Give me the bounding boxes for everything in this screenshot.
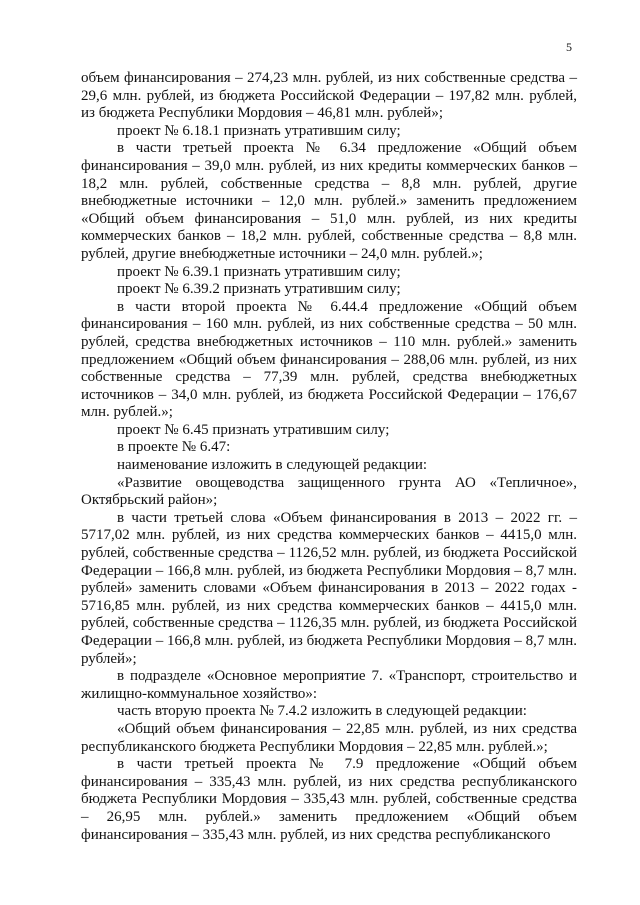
paragraph: в части третьей проекта № 6.34 предложение «Общий объем финансирования – 39,0 млн. рублей, из них кредиты коммерческих банков – 18,2 млн. рублей, собственные средства – 8,8 млн. рублей, другие внебюджетные источники – 12,0 млн. рублей.» заменить предложением «Общий объем финансирования – 51,0 млн. рублей, из них кредиты коммерческих банков – 18,2 млн. рублей, собственные средства – 8,8 млн. рублей, другие внебюджетные источники – 24,0 млн. рублей.»; <box>81 140 577 262</box>
paragraph: в подразделе «Основное мероприятие 7. «Транспорт, строительство и жилищно-коммунальное хозяйство»: <box>81 668 577 702</box>
document-body <box>81 70 577 844</box>
page-number: 5 <box>566 40 572 54</box>
paragraph: в части второй проекта № 6.44.4 предложение «Общий объем финансирования – 160 млн. рублей, из них собственные средства – 50 млн. рублей, средства внебюджетных источников – 110 млн. рублей.» заменить предложением «Общий объем финансирования – 288,06 млн. рублей, из них собственные средства – 77,39 млн. рублей, средства внебюджетных источников – 34,0 млн. рублей, из бюджета Российской Федерации – 176,67 млн. рублей.»; <box>81 298 577 421</box>
paragraph: объем финансирования – 274,23 млн. рублей, из них собственные средства – 29,6 млн. рублей, из бюджета Российской Федерации – 197,82 млн. рублей, из бюджета Республики Мордовия – 46,81 млн. рублей»; <box>81 70 577 122</box>
paragraph: «Общий объем финансирования – 22,85 млн. рублей, из них средства республиканского бюджета Республики Мордовия – 22,85 млн. рублей.»; <box>81 720 577 755</box>
paragraph: проект № 6.45 признать утратившим силу; <box>117 421 390 438</box>
paragraph: часть вторую проекта № 7.4.2 изложить в следующей редакции: <box>117 703 527 720</box>
paragraph: проект № 6.18.1 признать утратившим силу; <box>117 122 401 139</box>
paragraph: в части третьей слова «Объем финансирования в 2013 – 2022 гг. – 5717,02 млн. рублей, из них средства коммерческих банков – 4415,0 млн. рублей, собственные средства – 1126,52 млн. рублей, из бюджета Российской Федерации – 166,8 млн. рублей, из бюджета Республики Мордовия – 8,7 млн. рублей» заменить словами «Объем финансирования в 2013 – 2022 годах - 5716,85 млн. рублей, из них средства коммерческих банков – 4415,0 млн. рублей, собственные средства – 1126,35 млн. рублей, из бюджета Российской Федерации – 166,8 млн. рублей, из бюджета Республики Мордовия – 8,7 млн. рублей»; <box>81 509 577 667</box>
paragraph: проект № 6.39.1 признать утратившим силу; <box>117 263 401 280</box>
paragraph: в проекте № 6.47: <box>117 439 231 456</box>
paragraph: «Развитие овощеводства защищенного грунта АО «Тепличное», Октябрьский район»; <box>81 474 577 509</box>
paragraph: проект № 6.39.2 признать утратившим силу; <box>117 281 401 298</box>
paragraph: в части третьей проекта № 7.9 предложение «Общий объем финансирования – 335,43 млн. рублей, из них средства республиканского бюджета Республики Мордовия – 335,43 млн. рублей, собственные средства – 26,95 млн. рублей.» заменить предложением «Общий объем финансирования – 335,43 млн. рублей, из них средства республиканского <box>81 756 577 843</box>
paragraph: наименование изложить в следующей редакции: <box>117 457 428 474</box>
